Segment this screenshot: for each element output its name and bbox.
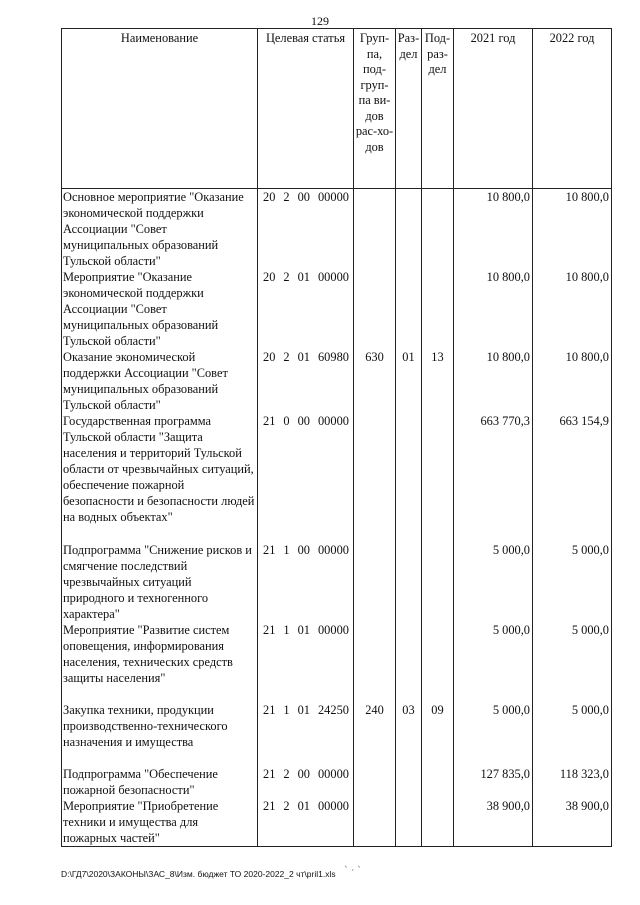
row-target-article (258, 702, 354, 766)
header-group: Груп-па, под-груп-па ви-дов рас-хо-дов (354, 29, 396, 189)
target-article-part: 00 (297, 767, 310, 781)
target-article-part: 21 (263, 703, 276, 717)
row-group (354, 189, 396, 270)
row-section (396, 413, 422, 542)
row-subsection (422, 622, 454, 702)
target-article-part: 20 (263, 350, 276, 364)
target-article-part: 01 (297, 270, 310, 284)
target-article-part: 00000 (317, 543, 349, 557)
row-name: Мероприятие "Развитие систем оповещения, информирования населения, технических средств защиты населения" (62, 622, 258, 702)
row-amount-2021: 5 000,0 (454, 702, 533, 766)
row-group (354, 413, 396, 542)
target-article-part: 00000 (317, 190, 349, 204)
row-subsection (422, 766, 454, 798)
row-group (354, 766, 396, 798)
row-target-article (258, 349, 354, 413)
target-article-part: 00 (297, 543, 310, 557)
row-amount-2021: 127 835,0 (454, 766, 533, 798)
target-article-part: 21 (263, 623, 276, 637)
header-target-article: Целевая статья (258, 29, 354, 189)
row-target-article (258, 542, 354, 622)
target-article-part: 1 (283, 623, 290, 637)
target-article-part: 1 (283, 703, 290, 717)
header-year-2022: 2022 год (533, 29, 612, 189)
row-amount-2022: 663 154,9 (533, 413, 612, 542)
row-amount-2021: 5 000,0 (454, 542, 533, 622)
table-row (62, 766, 612, 798)
row-amount-2021: 10 800,0 (454, 349, 533, 413)
row-target-article (258, 269, 354, 349)
table-body (62, 189, 612, 847)
target-article-part: 2 (283, 270, 290, 284)
row-subsection (422, 798, 454, 847)
target-article-part: 00000 (317, 799, 349, 813)
row-name: Государственная программа Тульской области "Защита населения и территорий Тульской области от чрезвычайных ситуаций, обеспечение пожарной безопасности и безопасности людей на водных объектах" (62, 413, 258, 542)
budget-table (61, 28, 612, 847)
row-amount-2021: 38 900,0 (454, 798, 533, 847)
target-article-part: 0 (283, 414, 290, 428)
row-name: Оказание экономической поддержки Ассоциации "Совет муниципальных образований Тульской области" (62, 349, 258, 413)
target-article-part: 00 (297, 190, 310, 204)
target-article-part: 2 (283, 190, 290, 204)
row-name: Закупка техники, продукции производственно-технического назначения и имущества (62, 702, 258, 766)
target-article-part: 2 (283, 799, 290, 813)
target-article-part: 24250 (317, 703, 349, 717)
row-target-article (258, 798, 354, 847)
row-group: 240 (354, 702, 396, 766)
target-article-part: 2 (283, 350, 290, 364)
row-subsection: 09 (422, 702, 454, 766)
row-section: 03 (396, 702, 422, 766)
row-subsection (422, 269, 454, 349)
row-subsection: 13 (422, 349, 454, 413)
row-name: Основное мероприятие "Оказание экономической поддержки Ассоциации "Совет муниципальных образований Тульской области" (62, 189, 258, 270)
target-article-part: 01 (297, 350, 310, 364)
row-amount-2022: 10 800,0 (533, 189, 612, 270)
target-article-part: 00000 (317, 767, 349, 781)
target-article-part: 60980 (317, 350, 349, 364)
row-amount-2022: 5 000,0 (533, 702, 612, 766)
file-path-footer: D:\ГД7\2020\ЗАКОНЫ\ЗАС_8\Изм. бюджет ТО 2020-2022_2 чт\pril1.xls (61, 869, 336, 879)
row-section (396, 798, 422, 847)
target-article-part: 1 (283, 543, 290, 557)
table-row (62, 413, 612, 542)
row-amount-2022: 5 000,0 (533, 622, 612, 702)
target-article-part: 01 (297, 703, 310, 717)
row-subsection (422, 189, 454, 270)
header-subsection: Под-раз-дел (422, 29, 454, 189)
row-name: Подпрограмма "Обеспечение пожарной безопасности" (62, 766, 258, 798)
row-amount-2022: 10 800,0 (533, 349, 612, 413)
target-article-part: 01 (297, 623, 310, 637)
row-section (396, 542, 422, 622)
table-row (62, 189, 612, 270)
row-amount-2022: 5 000,0 (533, 542, 612, 622)
target-article-part: 20 (263, 270, 276, 284)
target-article-part: 00000 (317, 414, 349, 428)
target-article-part: 2 (283, 767, 290, 781)
row-amount-2021: 10 800,0 (454, 189, 533, 270)
row-subsection (422, 413, 454, 542)
row-amount-2021: 10 800,0 (454, 269, 533, 349)
table-row (62, 798, 612, 847)
row-amount-2022: 10 800,0 (533, 269, 612, 349)
row-section (396, 622, 422, 702)
target-article-part: 21 (263, 543, 276, 557)
row-name: Мероприятие "Приобретение техники и имущества для пожарных частей" (62, 798, 258, 847)
row-group (354, 622, 396, 702)
row-group (354, 798, 396, 847)
target-article-part: 01 (297, 799, 310, 813)
target-article-part: 00 (297, 414, 310, 428)
page-number: 129 (311, 14, 329, 28)
row-amount-2022: 118 323,0 (533, 766, 612, 798)
row-name: Подпрограмма "Снижение рисков и смягчение последствий чрезвычайных ситуаций природного и техногенного характера" (62, 542, 258, 622)
row-amount-2021: 663 770,3 (454, 413, 533, 542)
row-target-article (258, 189, 354, 270)
target-article-part: 21 (263, 767, 276, 781)
row-group (354, 542, 396, 622)
row-group: 630 (354, 349, 396, 413)
row-group (354, 269, 396, 349)
row-section (396, 269, 422, 349)
row-target-article (258, 766, 354, 798)
scan-artifact: ` · ˋ (344, 866, 362, 876)
row-section (396, 766, 422, 798)
table-row (62, 269, 612, 349)
row-name: Мероприятие "Оказание экономической поддержки Ассоциации "Совет муниципальных образований Тульской области" (62, 269, 258, 349)
table-row (62, 702, 612, 766)
table-row (62, 349, 612, 413)
table-row (62, 622, 612, 702)
header-year-2021: 2021 год (454, 29, 533, 189)
target-article-part: 21 (263, 414, 276, 428)
row-amount-2022: 38 900,0 (533, 798, 612, 847)
row-target-article (258, 413, 354, 542)
target-article-part: 00000 (317, 270, 349, 284)
row-section: 01 (396, 349, 422, 413)
target-article-part: 00000 (317, 623, 349, 637)
row-amount-2021: 5 000,0 (454, 622, 533, 702)
target-article-part: 21 (263, 799, 276, 813)
row-section (396, 189, 422, 270)
header-section: Раз-дел (396, 29, 422, 189)
target-article-part: 20 (263, 190, 276, 204)
row-target-article (258, 622, 354, 702)
row-subsection (422, 542, 454, 622)
header-name: Наименование (62, 29, 258, 189)
table-row (62, 542, 612, 622)
table-header (62, 29, 612, 189)
